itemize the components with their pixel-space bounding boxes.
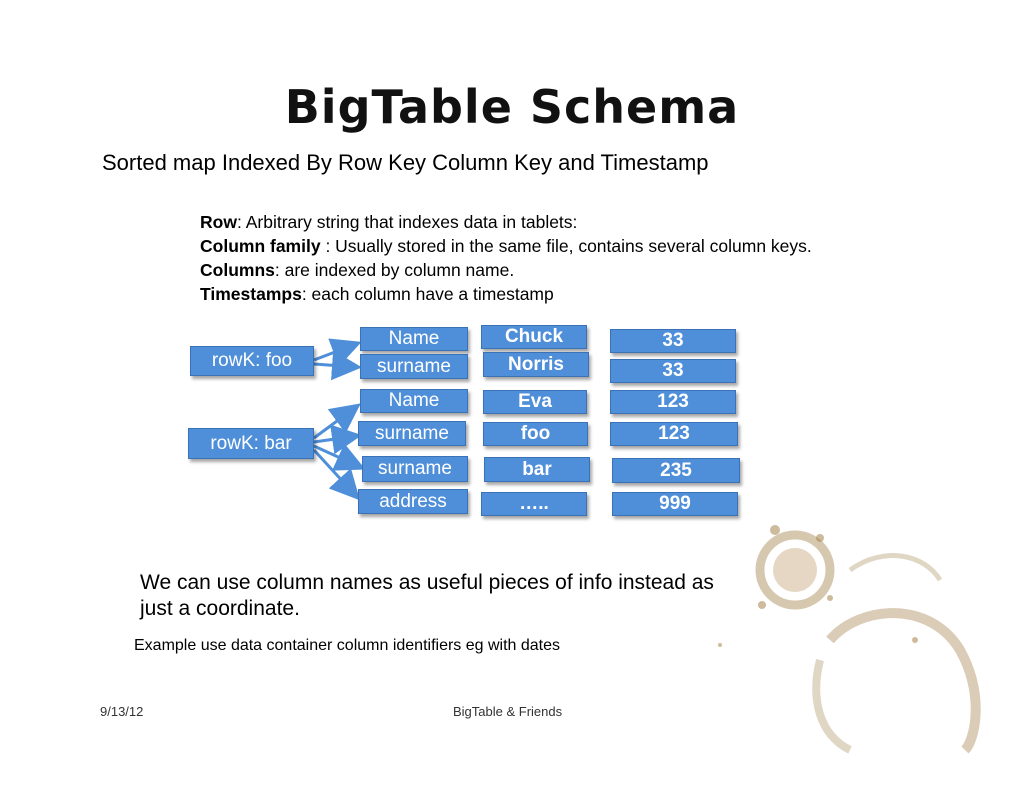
- value-cell: Chuck: [481, 325, 587, 349]
- note-line-1: We can use column names as useful pieces of info instead as: [140, 571, 714, 594]
- value-cell: bar: [484, 457, 590, 482]
- row-key-foo: rowK: foo: [190, 346, 314, 376]
- row-key-bar: rowK: bar: [188, 428, 314, 459]
- value-cell: Norris: [483, 352, 589, 377]
- note-text: [140, 570, 714, 622]
- term-row: Row: [200, 212, 237, 232]
- timestamp-cell: 33: [610, 359, 736, 383]
- term-column-family: Column family: [200, 236, 321, 256]
- column-surname: surname: [360, 354, 468, 379]
- example-text: Example use data container column identifiers eg with dates: [134, 637, 561, 654]
- value-cell: Eva: [483, 390, 587, 414]
- text-column-family: : Usually stored in the same file, contains several column keys.: [320, 236, 812, 256]
- footer-date: 9/13/12: [100, 704, 144, 719]
- text-timestamps: : each column have a timestamp: [301, 284, 554, 304]
- timestamp-cell: 235: [612, 458, 740, 483]
- text-columns: : are indexed by column name.: [274, 260, 515, 280]
- value-cell: foo: [483, 422, 588, 446]
- timestamp-cell: 123: [610, 390, 736, 414]
- note-line-2: just a coordinate.: [140, 597, 300, 620]
- column-surname: surname: [358, 421, 466, 446]
- value-cell: …..: [481, 492, 587, 516]
- arrow-bar-surname1: [314, 436, 356, 442]
- column-address: address: [358, 489, 468, 514]
- text-row: : Arbitrary string that indexes data in tablets:: [236, 212, 578, 232]
- arrow-foo-surname: [314, 364, 356, 367]
- timestamp-cell: 999: [612, 492, 738, 516]
- timestamp-cell: 123: [610, 422, 738, 446]
- column-name: Name: [360, 327, 468, 351]
- arrow-foo-name: [314, 344, 356, 360]
- arrow-bar-name: [314, 407, 356, 438]
- footer-title: BigTable & Friends: [453, 704, 563, 719]
- timestamp-cell: 33: [610, 329, 736, 353]
- column-surname: surname: [362, 456, 468, 482]
- term-timestamps: Timestamps: [200, 284, 302, 304]
- column-name: Name: [360, 389, 468, 413]
- coffee-stain-image: [700, 510, 990, 755]
- term-columns: Columns: [200, 260, 275, 280]
- slide-subtitle: Sorted map Indexed By Row Key Column Key and Timestamp: [102, 150, 709, 175]
- slide-title: BigTable Schema: [284, 80, 740, 134]
